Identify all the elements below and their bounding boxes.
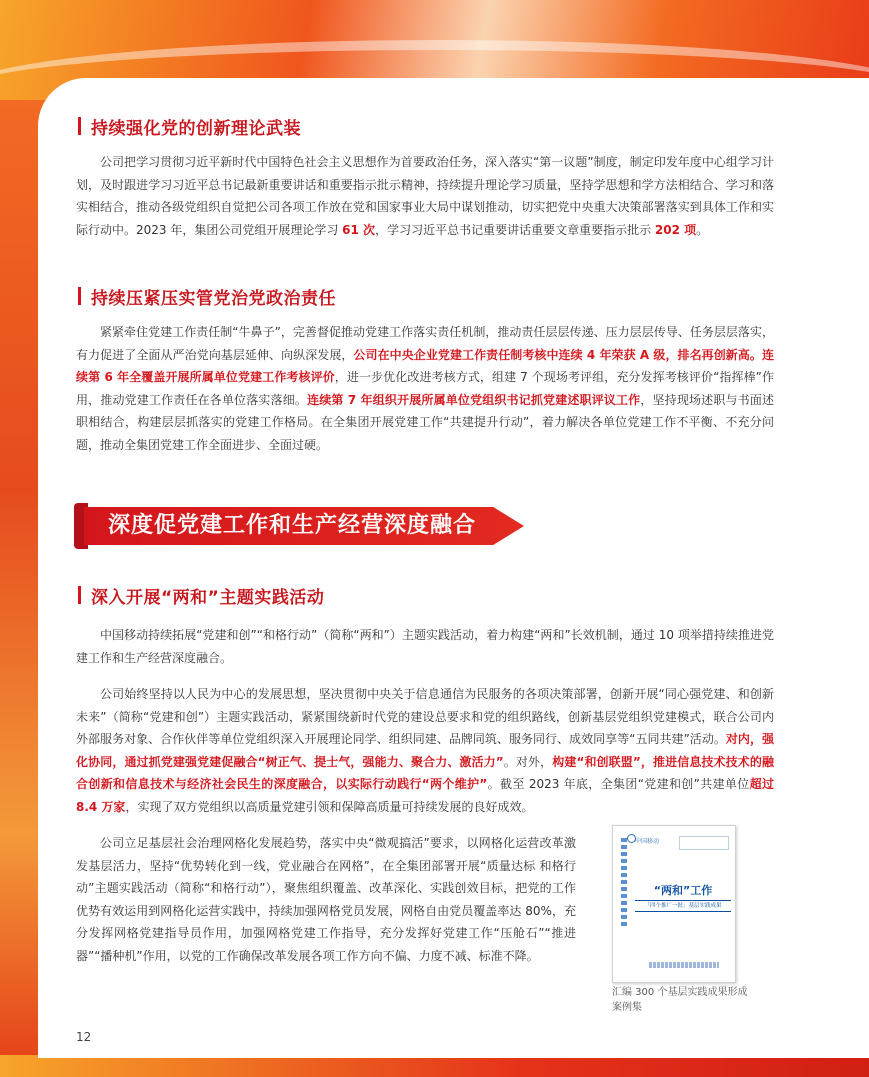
page-number: 12 xyxy=(76,1030,92,1044)
heading-bar xyxy=(78,117,81,135)
highlight-text: 对内，强化协同，通过抓党建强党建促融合“树正气、提士气，强能力、聚合力、激活力” xyxy=(76,732,774,769)
section-title: 持续压紧压实管党治党政治责任 xyxy=(91,288,336,309)
cover-tag xyxy=(679,836,729,850)
text-run: ，进一步优化改进考核方式，组建 7 个现场考评组，充分发挥考核评价“指挥棒”作用，推动党建工作责任在各单位落实落细。 xyxy=(76,370,774,407)
cover-footer xyxy=(649,962,719,968)
highlight-text: 公司在中央企业党建工作责任制考核中连续 4 年荣获 A 级，排名再创新高。连续第 6 年全覆盖开展所属单位党建工作考核评价 xyxy=(76,347,774,385)
text-run: 。截至 2023 年底，全集团“党建和创”共建单位 xyxy=(487,777,750,792)
cover-subtitle: 「四个推广一批」基层实践成果 xyxy=(635,900,731,912)
paragraph-lianghe-intro xyxy=(76,624,774,669)
text-run: 公司立足基层社会治理网格化发展趋势，落实中央“微观搞活”要求，以网格化运营改革激发基层活力，坚持“优势转化到一线，党业融合在网格”，在全集团部署开展“质量达标 和格行动”主题实践活动（简称“和格行动”），聚焦组织覆盖、改革深化、实践创效目标，把党的工作优势有效运用到网格化运营实践中，持续加强网格党员发展，网格自由党员覆盖率达 80%，充分发挥网格党建指导员作用，加强网格党建工作指导，充分发挥好党建工作“压舱石”“推进器”“播种机”作用，以党的工作确保改革发展各项工作方向不偏、力度不减、标准不降。 xyxy=(76,836,576,963)
cover-logo-text: 中国移动 xyxy=(635,838,660,845)
section-title: 深入开展“两和”主题实践活动 xyxy=(91,587,325,608)
highlight-text: 连续第 7 年组织开展所属单位党组织书记抓党建述职评议工作 xyxy=(307,392,641,407)
highlight-text: 构建“和创联盟”，推进信息技术技术的融合创新和信息技术与经济社会民生的深度融合，以实际行动践行“两个维护” xyxy=(76,754,774,792)
section-heading-responsibility xyxy=(78,284,336,308)
heading-bar xyxy=(78,287,81,305)
paragraph-responsibility xyxy=(76,321,774,457)
cover-vertical-text xyxy=(621,838,627,928)
cover-title: “两和”工作 xyxy=(653,884,713,897)
text-run: 中国移动持续拓展“党建和创”“和格行动”（简称“两和”）主题实践活动，着力构建“两和”长效机制，通过 10 项举措持续推进党建工作和生产经营深度融合。 xyxy=(76,628,774,665)
chapter-banner xyxy=(74,503,524,549)
section-heading-lianghe xyxy=(78,583,324,607)
text-run: 。对外， xyxy=(503,754,553,769)
section-heading-theory xyxy=(78,114,301,138)
image-caption: 汇编 300 个基层实践成果形成案例集 xyxy=(612,987,748,1013)
text-run: 公司始终坚持以人民为中心的发展思想，坚决贯彻中央关于信息通信为民服务的各项决策部署，创新开展“同心强党建、和创新未来”（简称“党建和创”）主题实践活动，紧紧围绕新时代党的建设总要求和党的组织路线，创新基层党组织党建模式，联合公司内外部服务对象、合作伙伴等单位党组织深入开展理论同学、组织同建、品牌同筑、服务同行、成效同享等“五同共建”活动。 xyxy=(76,687,774,747)
highlight-text: 202 项 xyxy=(654,222,697,237)
text-run: ，实现了双方党组织以高质量党建引领和保障高质量可持续发展的良好成效。 xyxy=(125,799,534,814)
paragraph-hege-action xyxy=(76,832,576,968)
highlight-text: 超过 8.4 万家 xyxy=(76,777,774,814)
text-run: 。 xyxy=(696,222,709,237)
footer-decoration xyxy=(0,1055,869,1077)
paragraph-theory xyxy=(76,151,774,241)
text-run: ，坚持现场述职与书面述职相结合，构建层层抓落实的党建工作格局。在全集团开展党建工作“共建提升行动”，着力解决各单位党建工作不平衡、不充分问题，推动全集团党建工作全面进步、全面过硬。 xyxy=(76,392,774,452)
casebook-cover-image xyxy=(612,825,736,983)
highlight-text: 61 次 xyxy=(342,222,376,237)
banner-title: 深度促党建工作和生产经营深度融合 xyxy=(108,513,477,538)
section-title: 持续强化党的创新理论武装 xyxy=(91,118,301,139)
text-run: ，学习习近平总书记重要讲话重要文章重要指示批示 xyxy=(375,222,655,237)
paragraph-dangjian-hechuang xyxy=(76,683,774,819)
text-run: 紧紧牵住党建工作责任制“牛鼻子”，完善督促推动党建工作落实责任机制，推动责任层层传递、压力层层传导、任务层层落实，有力促进了全面从严治党向基层延伸、向纵深发展， xyxy=(76,325,774,362)
text-run: 公司把学习贯彻习近平新时代中国特色社会主义思想作为首要政治任务，深入落实“第一议题”制度，制定印发年度中心组学习计划，及时跟进学习习近平总书记最新重要讲话和重要指示批示精神，持续提升理论学习质量，坚持学思想和学方法相结合、学习和落实相结合，推动各级党组织自觉把公司各项工作放在党和国家事业大局中谋划推动，切实把党中央重大决策部署落实到具体工作和实际行动中。2023 年，集团公司党组开展理论学习 xyxy=(76,155,774,237)
heading-bar xyxy=(78,586,81,604)
